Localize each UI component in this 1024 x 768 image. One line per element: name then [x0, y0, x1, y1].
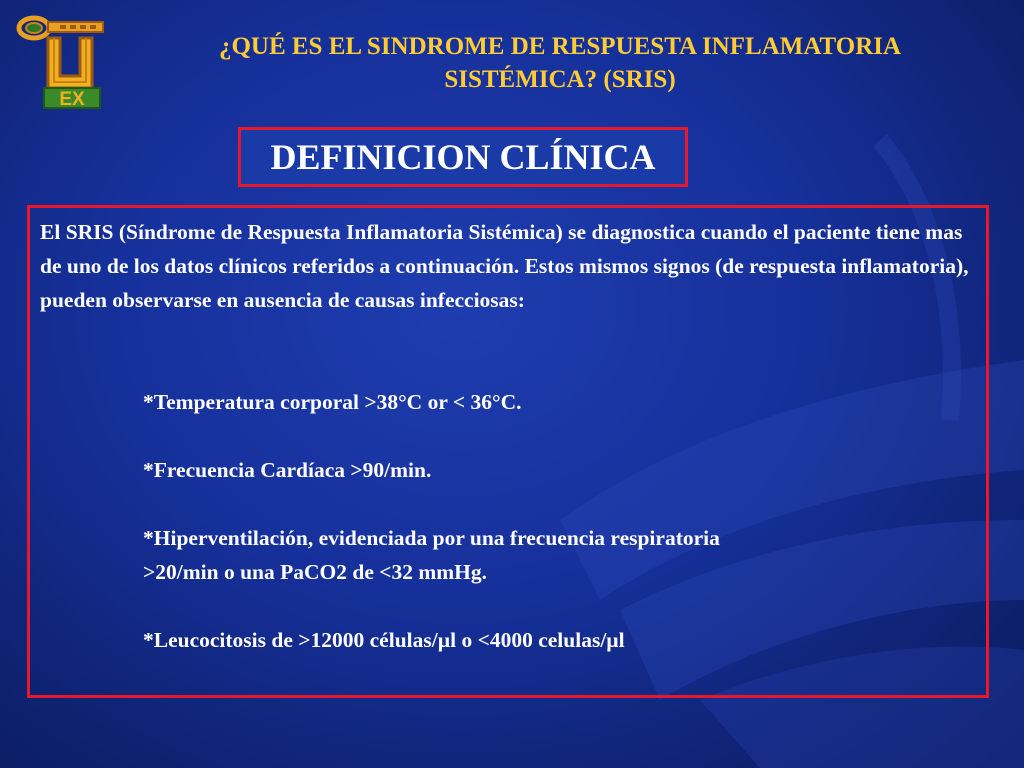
intro-paragraph: El SRIS (Síndrome de Respuesta Inflamatoria Sistémica) se diagnostica cuando el paciente tiene mas de uno de los datos clínicos referidos a continuación. Estos mismos signos (de respuesta inflamatoria), pueden observarse en ausencia de causas infecciosas:: [40, 220, 969, 312]
definition-heading: DEFINICION CLÍNICA: [270, 137, 656, 177]
university-logo: [8, 8, 112, 112]
content-box: [27, 205, 989, 698]
svg-text:EX: EX: [59, 89, 85, 110]
slide-title-line2: SISTÉMICA? (SRIS): [444, 66, 676, 93]
criterion-hyperventilation: *Hiperventilación, evidenciada por una frecuencia respiratoria >20/min o una PaCO2 de <32 mmHg.: [143, 526, 720, 584]
criterion-heart-rate: *Frecuencia Cardíaca >90/min.: [143, 458, 432, 482]
criterion-temperature: *Temperatura corporal >38°C or < 36°C.: [143, 390, 522, 414]
slide-title: [150, 30, 970, 96]
definition-heading-box: [238, 127, 688, 187]
criterion-leukocytosis: *Leucocitosis de >12000 células/µl o <4000 celulas/µl: [143, 628, 625, 652]
slide-title-line1: ¿QUÉ ES EL SINDROME DE RESPUESTA INFLAMATORIA: [218, 33, 902, 60]
